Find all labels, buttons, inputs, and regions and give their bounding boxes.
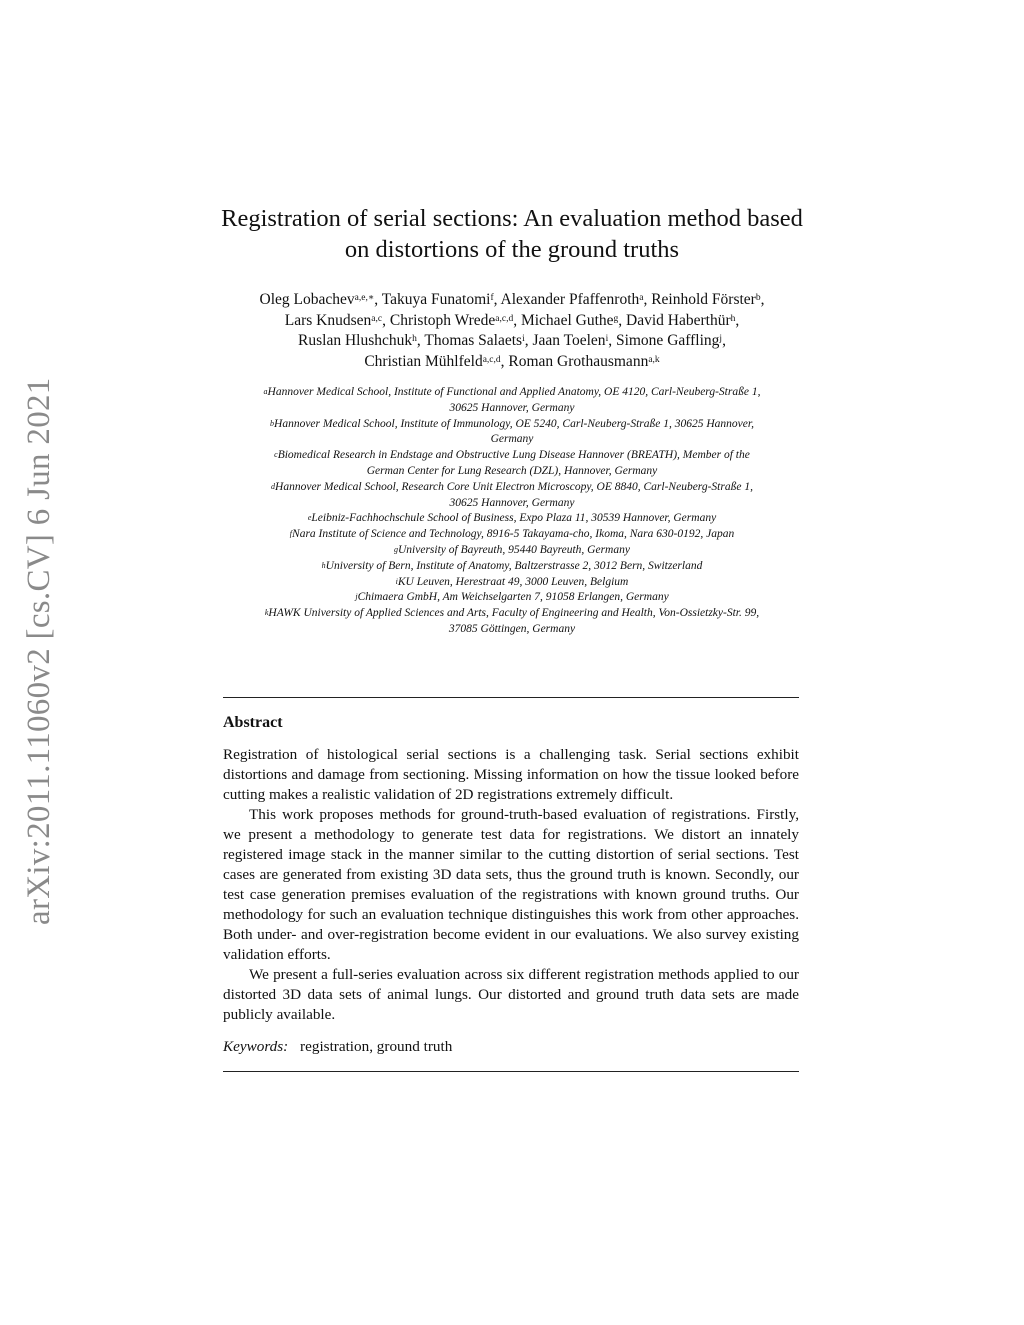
affiliation-line — [210, 496, 814, 512]
affiliation-letter: b — [270, 418, 275, 428]
affiliation-mark: b — [755, 293, 761, 303]
affiliation-text: Nara Institute of Science and Technology, 8916-5 Takayama-cho, Ikoma, Nara 630-0192, Japan — [292, 528, 735, 541]
affiliation-letter: e — [307, 513, 312, 523]
affiliation-line — [210, 543, 814, 559]
affiliation-letter: c — [274, 450, 278, 460]
affiliation-mark: f — [490, 293, 494, 303]
author-line — [180, 352, 844, 373]
author-name: , Simone Gaffling — [608, 332, 720, 349]
affiliation-line — [210, 464, 814, 480]
affiliation-mark: a,c,d — [482, 354, 501, 365]
affiliation-letter: d — [271, 481, 276, 491]
affiliation-mark: i — [522, 334, 525, 344]
abstract-body — [223, 745, 799, 1025]
affiliation-line — [210, 401, 814, 417]
affiliation-letter: g — [394, 544, 398, 554]
affiliation-line — [210, 480, 814, 496]
abstract-paragraph: We present a full-series evaluation across six different registration methods applied to our distorted 3D data sets of animal lungs. Our distorted and ground truth data sets are made publicly available. — [223, 966, 799, 1023]
author-name: Ruslan Hlushchuk — [298, 332, 413, 349]
affiliation-text: Hannover Medical School, Institute of Immunology, OE 5240, Carl-Neuberg-Straße 1, 30625 Hannover, — [274, 417, 754, 430]
affiliation-text: 30625 Hannover, Germany — [449, 496, 575, 509]
author-name: , Alexander Pfaffenroth — [493, 291, 640, 308]
affiliation-line — [210, 448, 814, 464]
author-name: , Jaan Toelen — [524, 332, 606, 349]
affiliation-text: University of Bayreuth, 95440 Bayreuth, Germany — [398, 543, 630, 556]
affiliation-letter: k — [264, 608, 269, 618]
author-name: , Thomas Salaets — [416, 332, 523, 349]
arxiv-side-stamp: arXiv:2011.11060v2 [cs.CV] 6 Jun 2021 — [21, 377, 57, 925]
keywords-label: Keywords: — [223, 1038, 289, 1055]
author-name: , Reinhold Förster — [643, 291, 756, 308]
affiliation-mark: j — [719, 334, 723, 344]
abstract-heading: Abstract — [223, 714, 283, 731]
affiliation-letter: f — [289, 529, 293, 539]
affiliation-text: 30625 Hannover, Germany — [449, 401, 575, 414]
author-name: , Takuya Funatomi — [374, 291, 491, 308]
affiliation-text: Chimaera GmbH, Am Weichselgarten 7, 91058 Erlangen, Germany — [357, 591, 669, 604]
affiliation-text: German Center for Lung Research (DZL), Hannover, Germany — [366, 464, 658, 477]
affiliation-line — [210, 417, 814, 433]
affiliation-list — [210, 385, 814, 638]
affiliation-text: Hannover Medical School, Research Core Unit Electron Microscopy, OE 8840, Carl-Neuberg-Straße 1, — [275, 480, 753, 493]
affiliation-line — [210, 590, 814, 606]
affiliation-mark: a — [639, 293, 644, 303]
affiliation-mark: a,c,d — [495, 313, 514, 324]
author-name: , — [722, 332, 726, 349]
abstract-paragraph: This work proposes methods for ground-truth-based evaluation of registrations. Firstly, we present a methodology to generate test data for registrations. We distort an innately registered image stack in the manner similar to the cutting distortion of serial sections. Test cases are generated from existing 3D data sets, thus the ground truth is known. Secondly, our test case generation premises evaluation of the registrations with known ground truths. Our methodology for such an evaluation technique distinguishes this work from other approaches. Both under- and over-registration become evident in our evaluations. We also survey existing validation efforts. — [223, 806, 799, 963]
affiliation-mark: a,k — [648, 354, 660, 365]
affiliation-mark: h — [730, 313, 736, 324]
affiliation-line — [210, 527, 814, 543]
affiliation-line — [210, 622, 814, 638]
affiliation-letter: i — [395, 576, 398, 586]
affiliation-mark: a,c — [371, 313, 383, 324]
author-name: Lars Knudsen — [284, 311, 372, 329]
affiliation-text: Biomedical Research in Endstage and Obstructive Lung Disease Hannover (BREATH), Member of the — [277, 449, 750, 462]
author-name: Christian Mühlfeld — [364, 352, 483, 370]
title-line: on distortions of the ground truths — [344, 236, 680, 263]
author-name: , — [760, 291, 765, 308]
author-line — [180, 311, 844, 332]
paper-title — [200, 203, 824, 265]
author-name: Oleg Lobachev — [259, 291, 355, 308]
author-line — [180, 290, 844, 311]
affiliation-mark: g — [613, 313, 619, 324]
affiliation-line — [210, 606, 814, 622]
bottom-rule — [223, 1071, 799, 1072]
affiliation-letter: a — [263, 387, 268, 396]
affiliation-text: HAWK University of Applied Sciences and Arts, Faculty of Engineering and Health, Von-Ossietzky-Str. 99, — [268, 607, 760, 620]
affiliation-mark: a,e,∗ — [354, 293, 375, 303]
affiliation-text: Leibniz-Fachhochschule School of Business, Expo Plaza 11, 30539 Hannover, Germany — [311, 512, 717, 525]
author-name: , Roman Grothausmann — [500, 352, 649, 370]
top-rule — [223, 697, 799, 698]
affiliation-text: 37085 Göttingen, Germany — [448, 622, 576, 635]
affiliation-line — [210, 511, 814, 527]
title-line: Registration of serial sections: An evaluation method based — [221, 205, 803, 232]
author-list — [180, 290, 844, 372]
author-name: , Michael Guthe — [513, 311, 614, 329]
author-name: , — [735, 311, 740, 329]
author-name: , David Haberthür — [618, 311, 731, 329]
affiliation-letter: h — [321, 560, 326, 570]
affiliation-text: University of Bern, Institute of Anatomy, Baltzerstrasse 2, 3012 Bern, Switzerland — [325, 559, 703, 572]
abstract-paragraph: Registration of histological serial sections is a challenging task. Serial sections exhibit distortions and damage from sectioning. Missing information on how the tissue looked before cutting makes a realistic validation of 2D registrations extremely difficult. — [223, 746, 799, 803]
keywords — [223, 1038, 452, 1056]
affiliation-line — [210, 559, 814, 575]
affiliation-text: KU Leuven, Herestraat 49, 3000 Leuven, Belgium — [397, 575, 629, 588]
affiliation-mark: i — [605, 334, 609, 344]
affiliation-text: Hannover Medical School, Institute of Functional and Applied Anatomy, OE 4120, Carl-Neuberg-Straße 1, — [267, 386, 761, 398]
affiliation-mark: h — [412, 334, 417, 344]
affiliation-letter: j — [355, 592, 358, 602]
author-name: , Christoph Wrede — [382, 311, 496, 329]
affiliation-line — [210, 385, 814, 401]
affiliation-line — [210, 432, 814, 448]
affiliation-line — [210, 575, 814, 591]
affiliation-text: Germany — [490, 433, 534, 446]
author-line — [180, 331, 844, 352]
keywords-value: registration, ground truth — [300, 1038, 453, 1055]
